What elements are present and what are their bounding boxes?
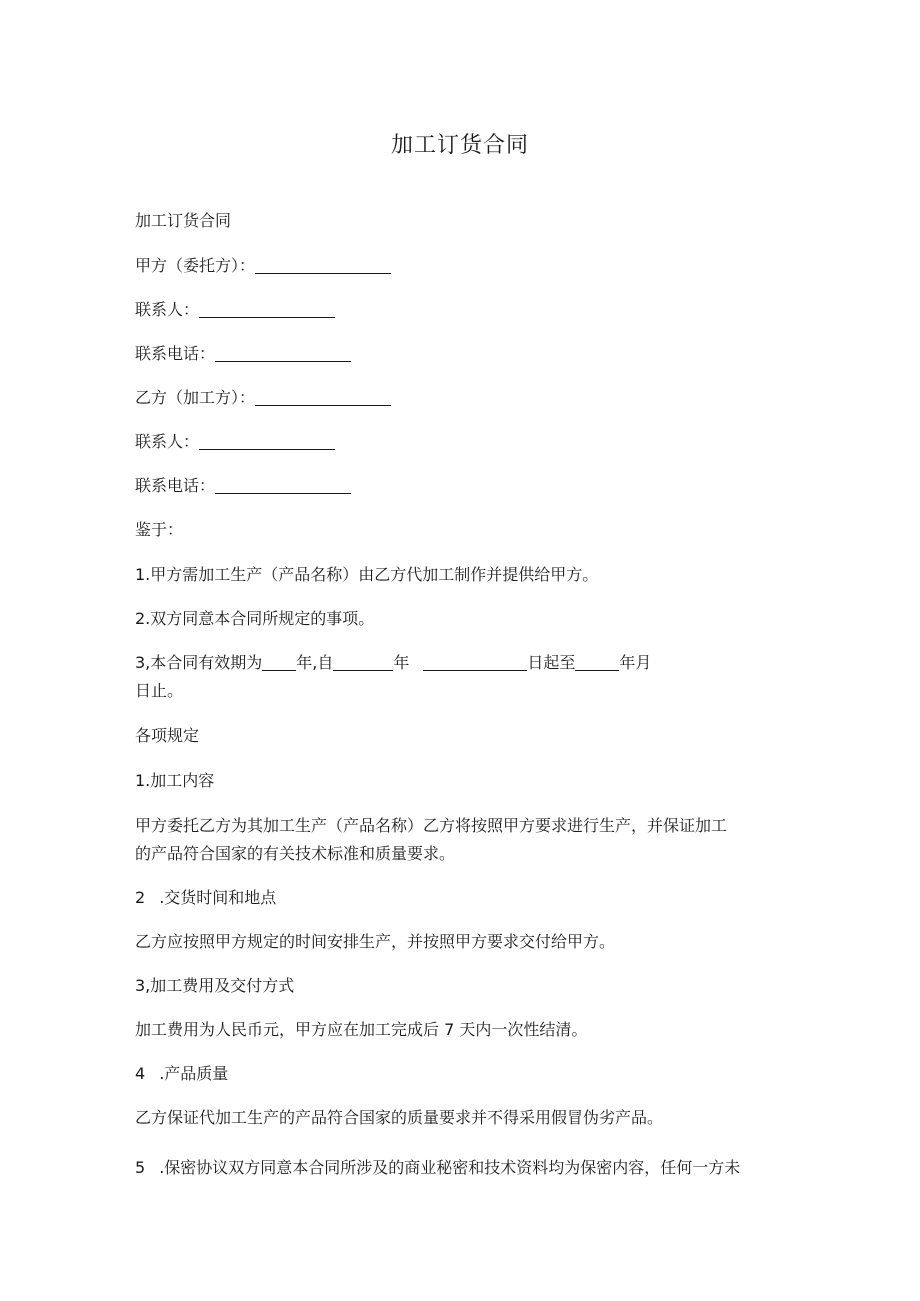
party-b-contact-label: 联系人： (135, 432, 200, 451)
party-b-blank (255, 389, 391, 406)
whereas-item-3 (135, 652, 651, 674)
party-a-contact-line (135, 299, 335, 321)
section-4-heading-line (135, 1063, 228, 1085)
section-3-text: 加工费用为人民币元，甲方应在加工完成后 7 天内一次性结清。 (135, 1020, 588, 1039)
party-a-blank (255, 257, 391, 274)
party-a-contact-label: 联系人： (135, 300, 200, 319)
item3-part4: 日起至 (527, 653, 576, 672)
end-year-blank (575, 654, 619, 671)
whereas-label: 鉴于： (135, 520, 184, 539)
section-3-heading: 3,加工费用及交付方式 (135, 976, 295, 995)
section-5-number: 5 (135, 1158, 146, 1177)
whereas-item-2: 2.双方同意本合同所规定的事项。 (135, 609, 375, 628)
party-b-label: 乙方（加工方）： (135, 388, 256, 407)
section-4-heading: .产品质量 (159, 1064, 229, 1083)
section-5-heading-line (135, 1157, 740, 1179)
section-2-heading-line (135, 887, 276, 909)
section-2-heading: .交货时间和地点 (159, 888, 277, 907)
party-b-contact-blank (199, 433, 335, 450)
item3-part3: 年 (393, 653, 410, 672)
start-date-blank (423, 654, 527, 671)
section-1-heading: 1.加工内容 (135, 771, 215, 790)
party-b-phone-line (135, 475, 351, 497)
section-4-text: 乙方保证代加工生产的产品符合国家的质量要求并不得采用假冒伪劣产品。 (135, 1108, 664, 1127)
party-a-phone-line (135, 343, 351, 365)
party-b-line (135, 387, 391, 409)
party-a-phone-label: 联系电话： (135, 344, 216, 363)
document-subtitle: 加工订货合同 (135, 211, 232, 230)
party-a-phone-blank (215, 345, 351, 362)
section-4-number: 4 (135, 1064, 146, 1083)
item3-part1: 3,本合同有效期为 (135, 653, 263, 672)
item3-part5: 年月 (619, 653, 652, 672)
party-a-label: 甲方（委托方）： (135, 256, 256, 275)
party-b-contact-line (135, 431, 335, 453)
party-a-contact-blank (199, 301, 335, 318)
validity-years-blank (262, 654, 296, 671)
whereas-item-3-end: 日止。 (135, 681, 184, 700)
party-a-line (135, 255, 391, 277)
document-title: 加工订货合同 (390, 133, 529, 158)
section-2-number: 2 (135, 888, 146, 907)
section-5-heading: .保密协议双方同意本合同所涉及的商业秘密和技术资料均为保密内容，任何一方未 (159, 1158, 741, 1177)
party-b-phone-label: 联系电话： (135, 476, 216, 495)
item3-part2: 年,自 (296, 653, 334, 672)
whereas-item-1: 1.甲方需加工生产（产品名称）由乙方代加工制作并提供给甲方。 (135, 565, 599, 584)
provisions-heading: 各项规定 (135, 726, 200, 745)
start-year-blank (333, 654, 393, 671)
section-2-text: 乙方应按照甲方规定的时间安排生产，并按照甲方要求交付给甲方。 (135, 932, 616, 951)
party-b-phone-blank (215, 477, 351, 494)
section-1-text-line1: 甲方委托乙方为其加工生产（产品名称）乙方将按照甲方要求进行生产，并保证加工 (135, 816, 728, 835)
section-1-text-line2: 的产品符合国家的有关技术标准和质量要求。 (135, 844, 456, 863)
